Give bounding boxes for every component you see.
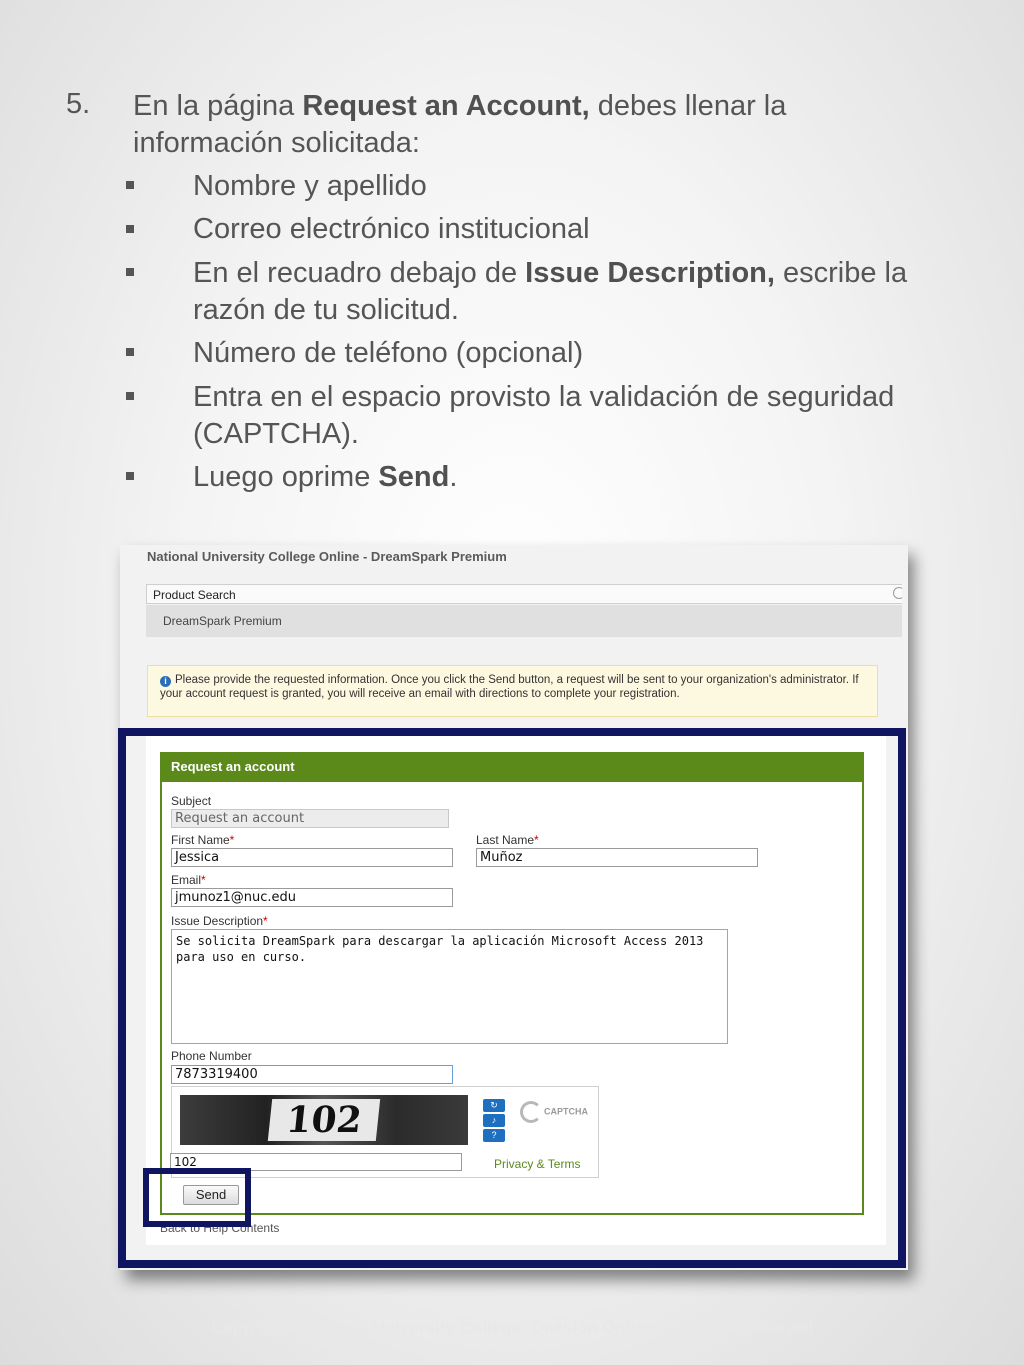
nav-item-dreamspark[interactable]: DreamSpark Premium: [146, 605, 902, 637]
bullet-icon: [126, 347, 136, 357]
recaptcha-logo-text: CAPTCHA: [544, 1106, 588, 1117]
send-button[interactable]: Send: [183, 1185, 239, 1205]
product-search-bar[interactable]: [146, 584, 902, 604]
bullet-issue-bold: Issue Description,: [525, 257, 775, 289]
bullet-issue-post: escribe la razón de tu solicitud.: [193, 257, 908, 326]
email-label-text: Email: [171, 873, 202, 887]
step-number: 5.: [66, 88, 91, 120]
bullet-icon: [126, 391, 136, 401]
first-name-label-text: First Name: [171, 833, 230, 847]
step-intro: [133, 88, 853, 162]
back-to-help-link[interactable]: Back to Help Contents: [160, 1221, 280, 1235]
bullet-icon: [126, 471, 136, 481]
copyright-post: All Rights Reserved: [659, 1318, 814, 1337]
captcha-text: 102: [268, 1099, 380, 1141]
bullet-issue-description: [193, 255, 983, 329]
page-title: National University College Online - DreamSpark Premium: [147, 549, 507, 564]
bullet-send-bold: Send: [378, 461, 450, 493]
bullet-phone: Número de teléfono (opcional): [193, 337, 584, 369]
bullet-captcha: Entra en el espacio provisto la validación de seguridad (CAPTCHA).: [193, 381, 895, 450]
bullet-send-pre: Luego oprime: [193, 461, 379, 493]
captcha-help-icon[interactable]: ?: [483, 1129, 505, 1142]
bullet-send-post: .: [449, 461, 458, 493]
bullet-issue-pre: En el recuadro debajo de: [193, 257, 526, 289]
info-icon: i: [160, 676, 171, 687]
send-highlight-box: [143, 1168, 251, 1227]
bullet-email: Correo electrónico institucional: [193, 213, 590, 245]
copyright-bold: National University College- División Online.: [300, 1318, 660, 1337]
bullet-icon: [126, 224, 136, 234]
captcha-audio-icon[interactable]: ♪: [483, 1114, 505, 1127]
required-mark: *: [263, 914, 268, 928]
last-name-field[interactable]: Muñoz: [476, 848, 758, 867]
issue-label-text: Issue Description: [171, 914, 264, 928]
search-icon[interactable]: [893, 587, 902, 599]
phone-number-field[interactable]: 7873319400: [171, 1065, 453, 1084]
required-mark: *: [229, 833, 235, 847]
step-intro-pre: En la página: [133, 90, 303, 122]
copyright-pre: Copyright©: [210, 1318, 301, 1337]
captcha-refresh-icon[interactable]: ↻: [483, 1099, 505, 1112]
info-text: Please provide the requested information. Once you click the Send button, a request will be sent to your organization's administrator. If your account request is granted, you will receive an email with directions to complete your registration.: [160, 674, 859, 700]
last-name-label-text: Last Name: [476, 833, 535, 847]
copyright-footer: [0, 1318, 1024, 1338]
step-intro-post: debes llenar la información solicitada:: [133, 90, 787, 159]
bullet-send: [193, 459, 983, 496]
form-header: Request an account: [160, 752, 864, 782]
phone-number-label: Phone Number: [171, 1049, 252, 1063]
required-mark: *: [201, 873, 206, 887]
email-field[interactable]: jmunoz1@nuc.edu: [171, 888, 453, 907]
step-intro-bold: Request an Account,: [302, 90, 590, 122]
info-message: [147, 665, 878, 717]
required-mark: *: [534, 833, 539, 847]
first-name-field[interactable]: Jessica: [171, 848, 453, 867]
captcha-answer-field[interactable]: 102: [170, 1153, 462, 1171]
product-search-label: Product Search: [153, 588, 236, 602]
privacy-terms-link[interactable]: Privacy & Terms: [494, 1157, 581, 1171]
issue-description-textarea[interactable]: Se solicita DreamSpark para descargar la aplicación Microsoft Access 2013 para uso en curso.: [171, 929, 728, 1044]
bullet-icon: [126, 180, 136, 190]
bullet-icon: [126, 267, 136, 277]
subject-field: Request an account: [171, 809, 449, 828]
bullet-name: Nombre y apellido: [193, 170, 427, 202]
subject-label: Subject: [171, 794, 212, 808]
